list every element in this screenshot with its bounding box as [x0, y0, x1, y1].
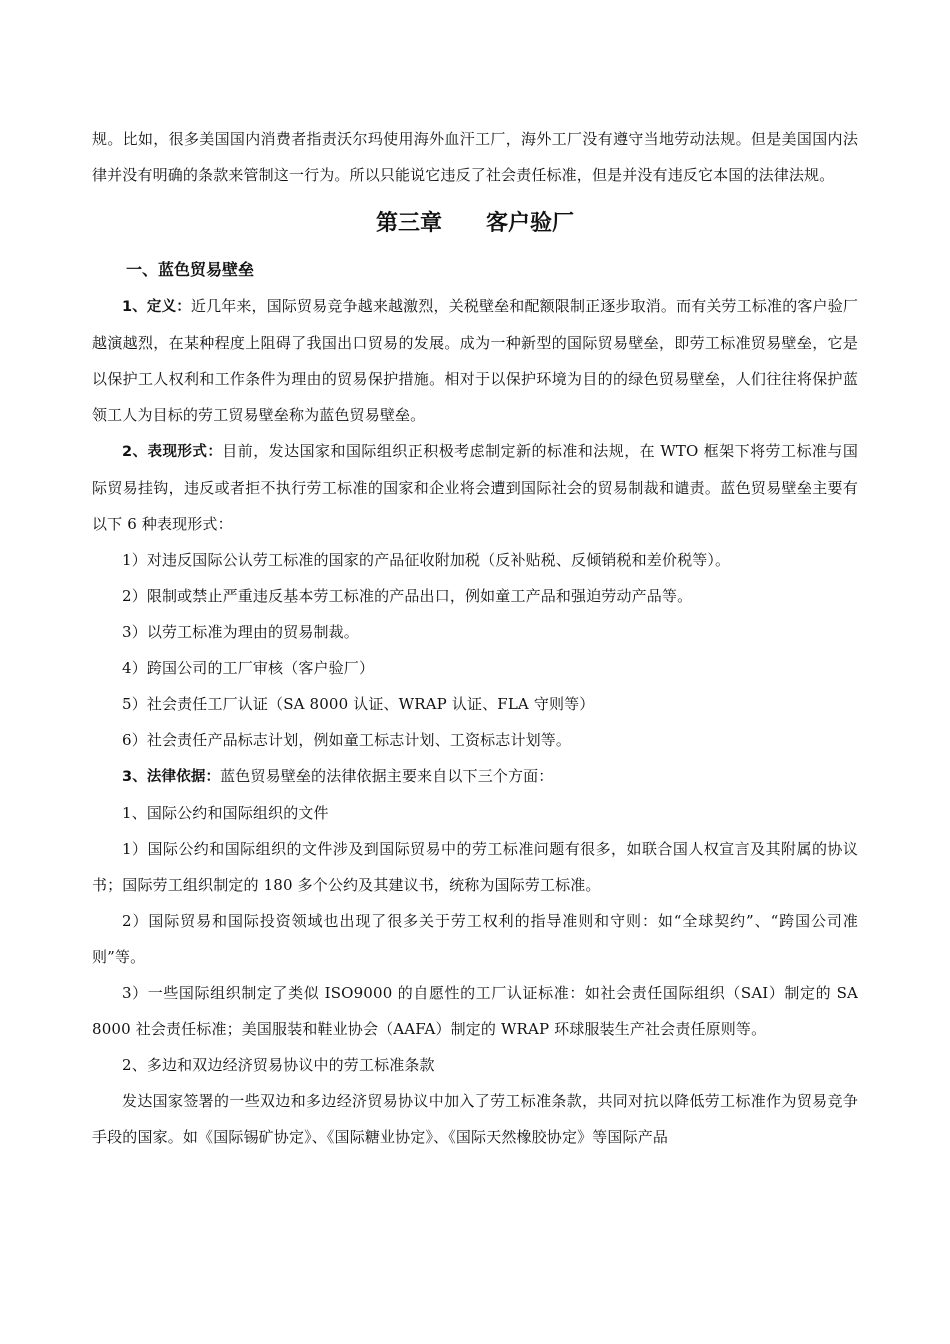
chapter-title	[92, 204, 858, 244]
forms-list-item: 5）社会责任工厂认证（SA 8000 认证、WRAP 认证、FLA 守则等）	[122, 695, 595, 713]
definition-text: 近几年来，国际贸易竞争越来越激烈，关税壁垒和配额限制正逐步取消。而有关劳工标准的客户验厂越演越烈，在某种程度上阻碍了我国出口贸易的发展。成为一种新型的国际贸易壁垒，即劳工标准贸易壁垒，它是以保护工人权利和工作条件为理由的贸易保护措施。相对于以保护环境为目的的绿色贸易壁垒，人们往往将保护蓝领工人为目标的劳工贸易壁垒称为蓝色贸易壁垒。	[92, 297, 859, 424]
forms-list-item: 4）跨国公司的工厂审核（客户验厂）	[122, 659, 375, 677]
legal-text: 蓝色贸易壁垒的法律依据主要来自以下三个方面：	[220, 767, 554, 785]
legal-sub1-item: 3）一些国际组织制定了类似 ISO9000 的自愿性的工厂认证标准：如社会责任国际组织（SAI）制定的 SA 8000 社会责任标准；美国服装和鞋业协会（AAFA）制定的 WRAP 环球服装生产社会责任原则等。	[92, 984, 858, 1038]
definition-label: 1、定义：	[122, 299, 191, 315]
section-heading: 一、蓝色贸易壁垒	[126, 260, 255, 279]
forms-list-item: 3）以劳工标准为理由的贸易制裁。	[122, 623, 359, 641]
forms-label: 2、表现形式：	[122, 444, 223, 460]
legal-paragraph	[92, 758, 858, 795]
legal-sub2-heading: 2、多边和双边经济贸易协议中的劳工标准条款	[122, 1056, 435, 1074]
forms-list-item: 2）限制或禁止严重违反基本劳工标准的产品出口，例如童工产品和强迫劳动产品等。	[122, 587, 693, 605]
forms-paragraph	[92, 433, 858, 542]
legal-label: 3、法律依据：	[122, 769, 221, 785]
forms-text: 目前，发达国家和国际组织正积极考虑制定新的标准和法规，在 WTO 框架下将劳工标准与国际贸易挂钩，违反或者拒不执行劳工标准的国家和企业将会遭到国际社会的贸易制裁和谴责。蓝色贸易壁垒主要有以下 6 种表现形式：	[92, 442, 858, 533]
chapter-name: 客户验厂	[486, 211, 575, 236]
definition-paragraph	[92, 288, 858, 433]
legal-sub2-paragraph: 发达国家签署的一些双边和多边经济贸易协议中加入了劳工标准条款，共同对抗以降低劳工标准作为贸易竞争手段的国家。如《国际锡矿协定》、《国际糖业协定》、《国际天然橡胶协定》等国际产品	[92, 1092, 858, 1146]
intro-paragraph: 规。比如，很多美国国内消费者指责沃尔玛使用海外血汗工厂，海外工厂没有遵守当地劳动法规。但是美国国内法律并没有明确的条款来管制这一行为。所以只能说它违反了社会责任标准，但是并没有违反它本国的法律法规。	[92, 130, 858, 184]
forms-list-item: 6）社会责任产品标志计划，例如童工标志计划、工资标志计划等。	[122, 731, 572, 749]
chapter-number: 第三章	[375, 211, 442, 236]
legal-sub1-item: 2）国际贸易和国际投资领域也出现了很多关于劳工权利的指导准则和守则：如“全球契约”、“跨国公司准则”等。	[92, 912, 858, 966]
forms-list-item: 1）对违反国际公认劳工标准的国家的产品征收附加税（反补贴税、反倾销税和差价税等）。	[122, 551, 731, 569]
legal-sub1-item: 1）国际公约和国际组织的文件涉及到国际贸易中的劳工标准问题有很多，如联合国人权宣言及其附属的协议书；国际劳工组织制定的 180 多个公约及其建议书，统称为国际劳工标准。	[92, 840, 858, 894]
legal-sub1-heading: 1、国际公约和国际组织的文件	[122, 804, 329, 822]
